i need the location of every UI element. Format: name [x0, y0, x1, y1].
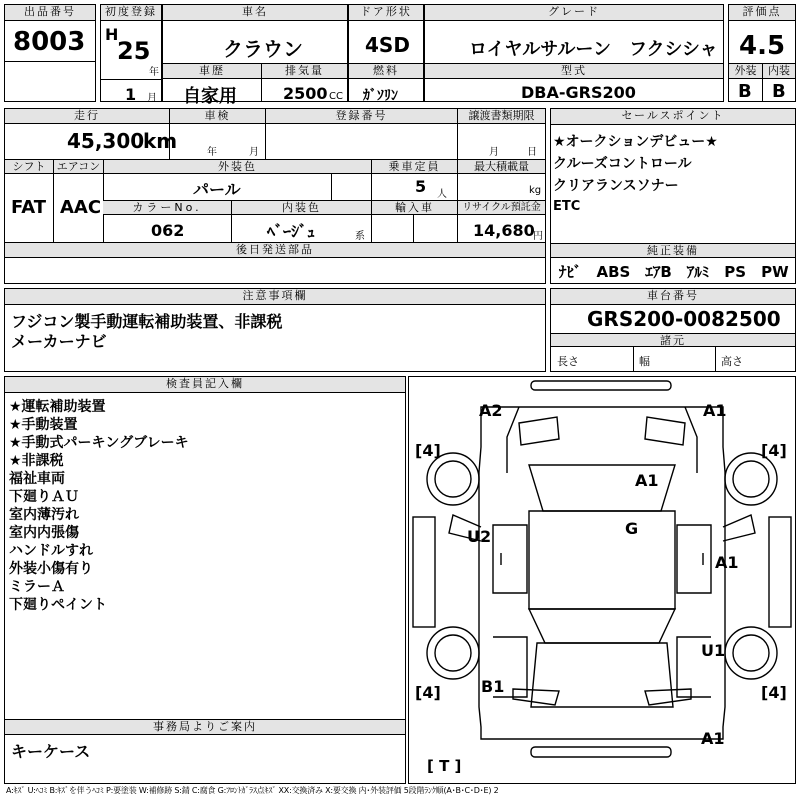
car-name-label: 車名 — [163, 5, 347, 21]
ext-grade: B — [738, 81, 752, 102]
recycle-label: リサイクル預託金 — [457, 201, 545, 215]
inspector-line: 室内薄汚れ — [9, 507, 79, 523]
tire-fl-label: [4] — [415, 441, 441, 460]
car-outline — [409, 377, 795, 783]
inspector-label: 検査員記入欄 — [5, 377, 405, 393]
inspector-line: ハンドルすれ — [9, 543, 93, 559]
trunk-label: [ T ] — [427, 757, 462, 775]
transfer-label: 譲渡書類期限 — [457, 109, 545, 124]
inspector-line: ★非課税 — [9, 453, 64, 469]
insp-month-unit: 月 — [249, 147, 259, 158]
cc-value: 2500 — [283, 84, 328, 103]
inspector-line: 下廻りペイント — [9, 597, 107, 613]
car-name-box — [162, 4, 348, 107]
damage-mark: U2 — [467, 527, 492, 546]
first-reg-label: 初度登録 — [101, 5, 161, 21]
car-name-value: クラウン — [223, 37, 303, 61]
interior-color-label: 内装色 — [231, 201, 371, 215]
legend-text: A:ｷｽﾞ U:ﾍｺﾐ B:ｷｽﾞを伴うﾍｺﾐ P:要塗装 W:補修跡 S:錆 C:腐食 G:ﾌﾛﾝﾄｶﾞﾗｽ点ｷｽﾞ XX:交換済み X:要交換 内･外装評価 5段階ﾗﾝｸ順(A･B･C･D･E) 2 — [6, 786, 499, 795]
mileage-value: 45,300 — [67, 129, 145, 153]
later-parts-label: 後日発送部品 — [5, 243, 545, 258]
chassis-box — [550, 288, 796, 372]
load-unit: kg — [529, 185, 542, 196]
tire-fr-label: [4] — [761, 441, 787, 460]
equipment-value: ﾅﾋﾞ ABS ｴｱB ｱﾙﾐ PS PW — [559, 263, 789, 281]
ext-label: 外装 — [729, 64, 762, 79]
transfer-month-unit: 月 — [489, 147, 499, 158]
capacity-label: 乗車定員 — [371, 160, 457, 174]
chassis-label: 車台番号 — [551, 289, 795, 305]
history-label: 車歴 — [163, 64, 261, 79]
int-label: 内装 — [762, 64, 795, 79]
lot-number: 8003 — [13, 27, 86, 57]
score-box — [728, 4, 796, 102]
damage-mark: B1 — [481, 677, 505, 696]
office-label: 事務局よりご案内 — [5, 719, 405, 735]
damage-mark: A1 — [703, 401, 727, 420]
sales-point-item: クルーズコントロール — [553, 156, 692, 172]
inspector-line: 下廻りＡＵ — [9, 489, 79, 505]
score-value: 4.5 — [739, 31, 786, 61]
spec-grid — [4, 108, 546, 284]
inspection-label: 車検 — [169, 109, 265, 124]
month-unit: 月 — [147, 93, 157, 104]
shift-label: シフト — [5, 160, 53, 174]
door-value: 4SD — [365, 33, 410, 57]
sales-points-box — [550, 108, 796, 284]
model-label: 型式 — [425, 64, 723, 79]
sales-point-item: ETC — [553, 199, 581, 214]
color-label: 外装色 — [103, 160, 371, 174]
shift-value: FAT — [11, 197, 47, 218]
office-value: キーケース — [11, 742, 91, 761]
transfer-day-unit: 日 — [527, 147, 537, 158]
capacity-unit: 人 — [437, 189, 447, 200]
recycle-unit: 円 — [533, 231, 543, 242]
first-reg-box — [100, 4, 162, 102]
inspector-line: ★手動装置 — [9, 417, 78, 433]
model-value: DBA-GRS200 — [521, 83, 636, 102]
width-label: 幅 — [639, 355, 650, 368]
notes-label: 注意事項欄 — [5, 289, 545, 305]
damage-mark: U1 — [701, 641, 726, 660]
damage-mark: A1 — [635, 471, 659, 490]
sales-point-item: クリアランスソナー — [553, 178, 679, 194]
plate-label: 登録番号 — [265, 109, 457, 124]
grade-label: グレード — [425, 5, 723, 21]
damage-mark: A1 — [701, 729, 725, 748]
insp-year-unit: 年 — [207, 147, 217, 158]
fuel-label: 燃料 — [349, 64, 423, 79]
door-label: ドア形状 — [349, 5, 423, 21]
ac-value: AAC — [60, 197, 102, 218]
length-label: 長さ — [557, 355, 579, 368]
history-value: 自家用 — [183, 86, 237, 107]
sales-points-label: セールスポイント — [551, 109, 795, 125]
inspector-line: 福祉車両 — [9, 471, 65, 487]
inspector-line: 外装小傷有り — [9, 561, 93, 577]
lot-label: 出品番号 — [5, 5, 95, 21]
interior-color-suffix: 系 — [355, 231, 365, 242]
height-label: 高さ — [721, 355, 743, 368]
cc-unit: CC — [329, 91, 343, 102]
inspector-line: ★手動式パーキングブレーキ — [9, 435, 189, 451]
tire-rl-label: [4] — [415, 683, 441, 702]
grade-value: ロイヤルサルーン フクシシャ — [469, 39, 718, 60]
lot-box — [4, 4, 96, 102]
cc-label: 排気量 — [261, 64, 347, 79]
fuel-value: ｶﾞｿﾘﾝ — [363, 88, 398, 104]
damage-mark: A2 — [479, 401, 503, 420]
notes-box — [4, 288, 546, 372]
inspector-line: 室内内張傷 — [9, 525, 79, 541]
ac-label: エアコン — [53, 160, 103, 174]
dims-label: 諸元 — [551, 333, 795, 347]
year-unit: 年 — [149, 67, 159, 78]
inspector-box — [4, 376, 406, 784]
grade-box — [424, 4, 724, 102]
sales-point-item: ★オークションデビュー★ — [553, 134, 718, 150]
inspector-line: ミラーＡ — [9, 579, 65, 595]
tire-rr-label: [4] — [761, 683, 787, 702]
score-label: 評価点 — [729, 5, 795, 21]
era-value: H — [105, 25, 119, 44]
inspector-line: ★運転補助装置 — [9, 399, 106, 415]
mileage-label: 走行 — [5, 109, 169, 124]
colorno-value: 062 — [151, 221, 185, 240]
damage-mark: A1 — [715, 553, 739, 572]
notes-line: フジコン製手動運転補助装置、非課税 — [11, 312, 283, 331]
interior-color-value: ﾍﾞｰｼﾞｭ — [267, 222, 316, 241]
chassis-number: GRS200-0082500 — [587, 307, 781, 331]
int-grade: B — [772, 81, 786, 102]
month-value: 1 — [125, 85, 137, 104]
color-value: パール — [193, 180, 241, 199]
door-box — [348, 4, 424, 102]
capacity-value: 5 — [415, 177, 427, 196]
damage-mark: G — [625, 519, 639, 538]
recycle-value: 14,680 — [473, 221, 535, 240]
notes-line: メーカーナビ — [11, 332, 107, 351]
equipment-label: 純正装備 — [551, 243, 795, 258]
damage-diagram — [408, 376, 796, 784]
year-value: 25 — [117, 37, 151, 65]
mileage-unit: km — [143, 129, 178, 153]
colorno-label: カラーNo. — [103, 201, 231, 215]
load-label: 最大積載量 — [457, 160, 545, 174]
import-label: 輸入車 — [371, 201, 457, 215]
